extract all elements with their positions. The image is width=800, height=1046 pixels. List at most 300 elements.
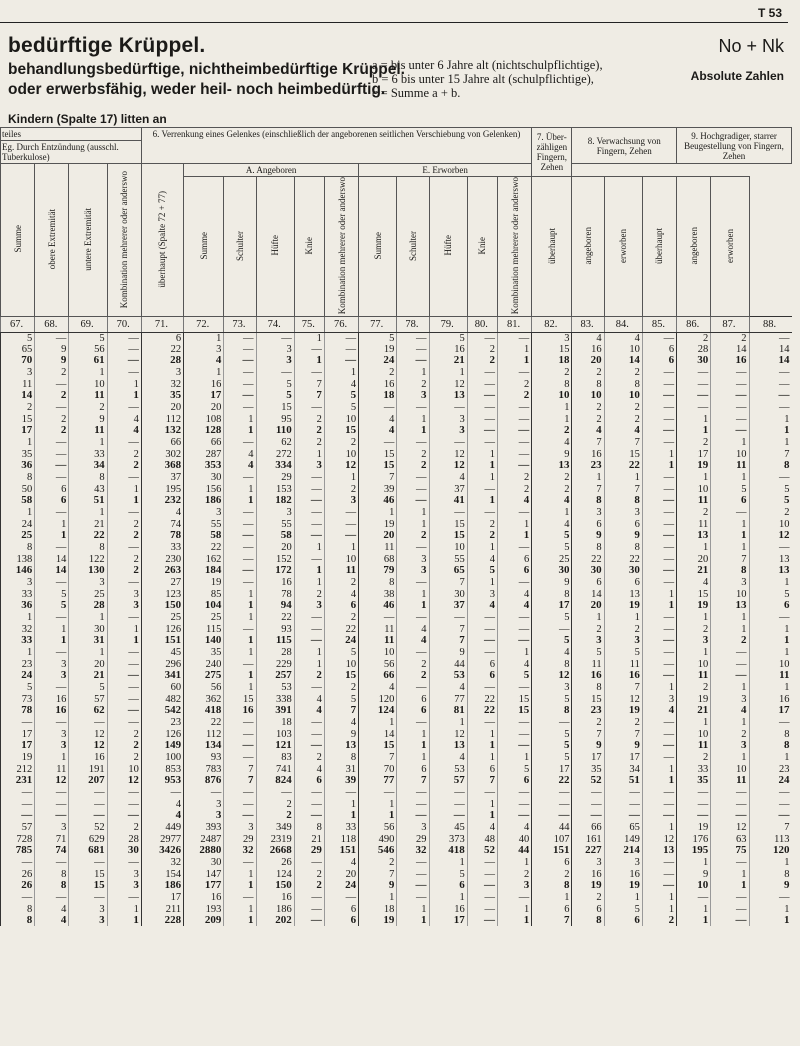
table-cell: — [224,530,256,541]
table-cell: 2 [107,460,141,471]
table-cell: 152 [256,554,294,565]
table-cell: 18 [256,716,294,729]
table-cell: 1 [642,681,676,694]
table-cell: 5 [604,646,642,659]
table-cell: 44 [429,659,467,670]
table-cell: 15 [324,425,358,436]
table-cell: — [224,565,256,576]
table-cell: 1 [749,904,791,915]
table-cell: 33 [1,635,35,646]
table-cell: 3 [397,565,429,576]
table-cell: 16 [604,869,642,880]
table-row [1,821,792,834]
table-cell: 10 [572,390,604,401]
column-number: 71. [141,317,183,333]
table-cell: — [224,471,256,484]
table-row [1,915,792,926]
table-cell: — [497,436,531,449]
table-cell: 4 [572,333,604,345]
table-cell: 29 [397,834,429,845]
table-cell: — [642,751,676,764]
table-cell: — [642,495,676,506]
table-cell: 1 [642,891,676,904]
table-cell: 5 [256,390,294,401]
table-cell: 2 [397,659,429,670]
table-cell: — [224,379,256,390]
table-cell: — [397,484,429,495]
table-cell: — [397,810,429,821]
header-angeboren: A. Angeboren [184,164,359,177]
table-cell: 30 [532,565,572,576]
table-cell: 35 [677,775,711,786]
table-cell: 1 [69,611,107,624]
page-number: T 53 [757,6,782,20]
table-cell: — [35,681,69,694]
table-cell: 1 [467,495,497,506]
table-cell: 4 [141,799,183,810]
table-cell: — [572,786,604,799]
table-cell: — [224,799,256,810]
table-cell: — [429,611,467,624]
table-cell: — [711,856,749,869]
table-cell: 35 [1,449,35,460]
table-cell: — [224,810,256,821]
table-cell: — [107,786,141,799]
column-number: 67. [1,317,35,333]
table-cell: 11 [677,519,711,530]
table-cell: 16 [35,694,69,705]
table-cell: 2 [677,751,711,764]
table-cell: 57 [429,775,467,786]
table-cell: 4 [497,659,531,670]
table-cell: 2 [107,565,141,576]
table-cell: 296 [141,659,183,670]
table-cell: — [532,810,572,821]
table-cell: 4 [35,915,69,926]
table-cell: — [711,379,749,390]
table-cell: — [324,519,358,530]
table-cell: 6 [642,344,676,355]
table-cell: — [467,436,497,449]
table-cell: — [572,799,604,810]
table-cell: 5 [35,600,69,611]
table-cell: 45 [141,646,183,659]
table-cell: — [35,611,69,624]
table-cell: 4 [294,694,324,705]
table-cell: 1 [294,565,324,576]
table-cell: 22 [572,554,604,565]
table-cell: — [497,624,531,635]
table-cell: 25 [141,611,183,624]
table-cell: — [35,856,69,869]
table-cell: — [107,611,141,624]
table-cell: 1 [294,333,324,345]
table-cell: 53 [256,681,294,694]
table-cell: 17 [677,449,711,460]
table-cell: 5 [572,646,604,659]
table-cell: — [294,611,324,624]
col-head-69: untere Extremität [69,164,107,317]
table-cell: — [467,506,497,519]
table-cell: — [397,611,429,624]
table-cell: — [429,810,467,821]
table-cell: 23 [572,705,604,716]
table-cell: 10 [677,659,711,670]
table-cell: — [294,344,324,355]
table-cell: 3 [324,495,358,506]
table-cell: 2 [35,414,69,425]
table-cell: 5 [711,484,749,495]
table-cell: 353 [184,460,224,471]
table-cell: 15 [604,449,642,460]
table-cell: — [677,799,711,810]
table-cell: 193 [184,904,224,915]
table-cell: 16 [572,869,604,880]
table-cell: 2 [604,401,642,414]
table-cell: — [294,554,324,565]
table-cell: — [69,810,107,821]
table-cell: 1 [224,915,256,926]
table-cell: 38 [359,589,397,600]
table-cell: — [294,484,324,495]
table-cell: 14 [359,729,397,740]
col-head-75: Knie [294,177,324,317]
table-cell: 1 [397,589,429,600]
table-cell: 5 [324,401,358,414]
table-cell: 11 [711,460,749,471]
table-cell: — [324,530,358,541]
table-cell: 6 [572,576,604,589]
table-cell: 2 [467,530,497,541]
table-cell: 2 [497,869,531,880]
table-cell: 1 [397,414,429,425]
table-cell: 231 [1,775,35,786]
table-cell: — [532,786,572,799]
table-cell: 19 [677,821,711,834]
table-cell: 13 [749,565,791,576]
table-cell: 19 [359,344,397,355]
table-cell: — [642,576,676,589]
table-cell: 1 [359,810,397,821]
table-cell: 7 [711,554,749,565]
table-cell: 2 [467,355,497,366]
table-cell: 28 [141,355,183,366]
table-cell: 45 [429,821,467,834]
table-cell: 147 [184,869,224,880]
table-cell: — [642,541,676,554]
table-cell: 10 [677,880,711,891]
table-cell: — [749,401,791,414]
table-cell: 24 [324,880,358,891]
table-cell: 16 [711,355,749,366]
table-cell: 33 [1,589,35,600]
table-cell: 3 [604,506,642,519]
table-cell: 1 [749,915,791,926]
table-code-label: No + Nk [718,36,784,56]
table-cell: — [497,681,531,694]
table-cell: — [642,869,676,880]
table-cell: — [677,810,711,821]
table-cell: — [397,716,429,729]
table-cell: 783 [184,764,224,775]
table-cell: 2 [532,471,572,484]
table-cell: 108 [184,414,224,425]
table-cell: 853 [141,764,183,775]
table-cell: — [224,716,256,729]
table-cell: — [429,799,467,810]
table-cell: 43 [69,484,107,495]
table-cell: 13 [429,740,467,751]
table-cell: 20 [359,530,397,541]
table-cell: 5 [69,333,107,345]
table-cell: 490 [359,834,397,845]
table-cell: — [35,576,69,589]
table-cell: 93 [184,751,224,764]
table-cell: — [497,414,531,425]
table-cell: 11 [359,541,397,554]
table-cell: 10 [429,541,467,554]
table-cell: 121 [256,740,294,751]
table-cell: 681 [69,845,107,856]
table-cell: 195 [141,484,183,495]
table-row [1,681,792,694]
table-cell: 46 [359,600,397,611]
table-cell: 10 [324,554,358,565]
table-cell: 16 [429,344,467,355]
table-cell: 13 [749,554,791,565]
table-cell: 1 [324,810,358,821]
table-cell: 56 [69,344,107,355]
table-cell: 32 [224,845,256,856]
table-cell: — [532,716,572,729]
table-cell: 7 [359,869,397,880]
table-cell: 2 [604,624,642,635]
table-cell: 7 [604,729,642,740]
table-cell: — [711,810,749,821]
table-cell: 16 [256,891,294,904]
table-cell: 56 [184,681,224,694]
table-cell: 11 [749,670,791,681]
table-cell: 34 [69,460,107,471]
table-cell: 2 [497,484,531,495]
table-cell: 11 [35,764,69,775]
table-cell: — [397,495,429,506]
table-cell: 55 [184,519,224,530]
table-cell: 4 [359,414,397,425]
table-cell: 115 [184,624,224,635]
table-cell: 132 [141,425,183,436]
table-cell: 4 [677,576,711,589]
table-row [1,786,792,799]
table-cell: 5 [532,729,572,740]
table-cell: — [642,530,676,541]
table-cell: 55 [256,519,294,530]
table-cell: 2 [604,716,642,729]
table-cell: 1 [359,716,397,729]
table-cell: 11 [572,659,604,670]
table-cell: 1 [467,751,497,764]
table-cell: 3 [184,506,224,519]
table-cell: 6 [497,565,531,576]
table-cell: 4 [532,495,572,506]
table-cell: 12 [749,530,791,541]
table-cell: 20 [572,355,604,366]
table-cell: 10 [69,379,107,390]
table-cell: 824 [256,775,294,786]
table-cell: 5 [324,646,358,659]
column-number: 78. [397,317,429,333]
table-cell: — [711,425,749,436]
table-cell: 1 [224,646,256,659]
table-cell: 22 [256,611,294,624]
table-cell: 19 [677,600,711,611]
title-line-2: behandlungsbedürftige, nichtheimbedürftige Krüppel. [8,61,405,78]
table-cell: 9 [35,355,69,366]
table-cell: 7 [294,379,324,390]
table-cell: 29 [256,471,294,484]
table-cell: 6 [572,904,604,915]
table-cell: 362 [184,694,224,705]
table-cell: 5 [324,694,358,705]
table-cell: 3 [35,821,69,834]
table-cell: 16 [572,449,604,460]
table-cell: 35 [184,646,224,659]
table-cell: 53 [429,670,467,681]
table-cell: — [35,810,69,821]
table-cell: 156 [184,484,224,495]
table-cell: 53 [429,764,467,775]
table-cell: 57 [69,694,107,705]
table-cell: 1 [397,366,429,379]
table-cell: 15 [69,869,107,880]
table-cell: — [604,810,642,821]
table-cell: 22 [532,775,572,786]
table-cell: 3 [35,659,69,670]
table-cell: 1 [467,576,497,589]
table-cell: — [711,799,749,810]
table-cell: 1 [184,333,224,345]
table-cell: — [642,624,676,635]
table-cell: — [711,891,749,904]
column-number: 84. [604,317,642,333]
table-cell: — [224,751,256,764]
table-cell: 2 [107,530,141,541]
table-cell: 10 [324,414,358,425]
table-cell: — [497,425,531,436]
table-cell: 2 [294,751,324,764]
table-cell: 30 [107,845,141,856]
table-cell: 13 [324,740,358,751]
table-cell: 1 [711,611,749,624]
table-cell: 12 [429,460,467,471]
table-row [1,670,792,681]
col-head-73: Schulter [224,177,256,317]
table-cell: 34 [604,764,642,775]
table-cell: 15 [429,530,467,541]
table-cell: 1 [467,541,497,554]
table-cell: 20 [141,401,183,414]
table-cell: — [711,904,749,915]
table-cell: 2 [324,681,358,694]
table-cell: 1 [497,530,531,541]
table-row [1,401,792,414]
table-cell: 3 [141,366,183,379]
table-cell: 32 [397,845,429,856]
table-cell: 23 [141,716,183,729]
table-cell: 35 [141,390,183,401]
table-cell: 2668 [256,845,294,856]
table-cell: 1 [224,869,256,880]
table-cell: 17 [184,390,224,401]
table-cell: — [749,611,791,624]
table-cell: 26 [1,869,35,880]
table-cell: 7 [604,484,642,495]
table-cell: 229 [256,659,294,670]
table-cell: — [467,786,497,799]
table-cell: — [642,565,676,576]
table-cell: 5 [532,740,572,751]
col-head-85: erworben [604,177,642,317]
col-head-67: Summe [1,164,35,317]
table-cell: 48 [467,834,497,845]
table-cell: 2 [497,390,531,401]
table-cell: 1 [467,729,497,740]
table-cell: 1 [642,449,676,460]
table-cell: 2 [532,366,572,379]
table-cell: 1 [224,414,256,425]
table-cell: 1 [69,366,107,379]
table-cell: 263 [141,565,183,576]
table-cell: 1 [397,729,429,740]
table-cell: 22 [467,705,497,716]
table-cell: 1 [642,460,676,471]
table-cell: 2 [107,554,141,565]
table-cell: 21 [294,834,324,845]
table-cell: — [497,506,531,519]
table-cell: 7 [429,576,467,589]
column-number: 73. [224,317,256,333]
column-number: 87. [711,317,749,333]
table-cell: 16 [572,344,604,355]
table-cell: 62 [69,705,107,716]
table-cell: 5 [35,589,69,600]
table-cell: 8 [749,729,791,740]
table-cell: — [711,646,749,659]
table-cell: 7 [324,705,358,716]
table-cell: 2 [532,425,572,436]
table-cell: 2 [572,624,604,635]
table-cell: 6 [324,600,358,611]
table-cell: 6 [604,576,642,589]
table-cell: — [107,401,141,414]
table-cell: 1 [642,589,676,600]
column-number: 85. [642,317,676,333]
table-cell: 341 [141,670,183,681]
table-cell: 4 [224,449,256,460]
table-cell: 30 [677,355,711,366]
table-cell: — [107,705,141,716]
table-cell: 1 [35,530,69,541]
table-cell: 5 [497,670,531,681]
table-cell: 6 [532,856,572,869]
table-cell: 2 [642,915,676,926]
column-number: 68. [35,317,69,333]
table-cell: 3 [35,729,69,740]
legend-a: a = bis unter 6 Jahre alt (nichtschulpflichtige), [372,58,603,72]
table-cell: — [711,786,749,799]
table-cell: 4 [429,751,467,764]
table-cell: 63 [711,834,749,845]
